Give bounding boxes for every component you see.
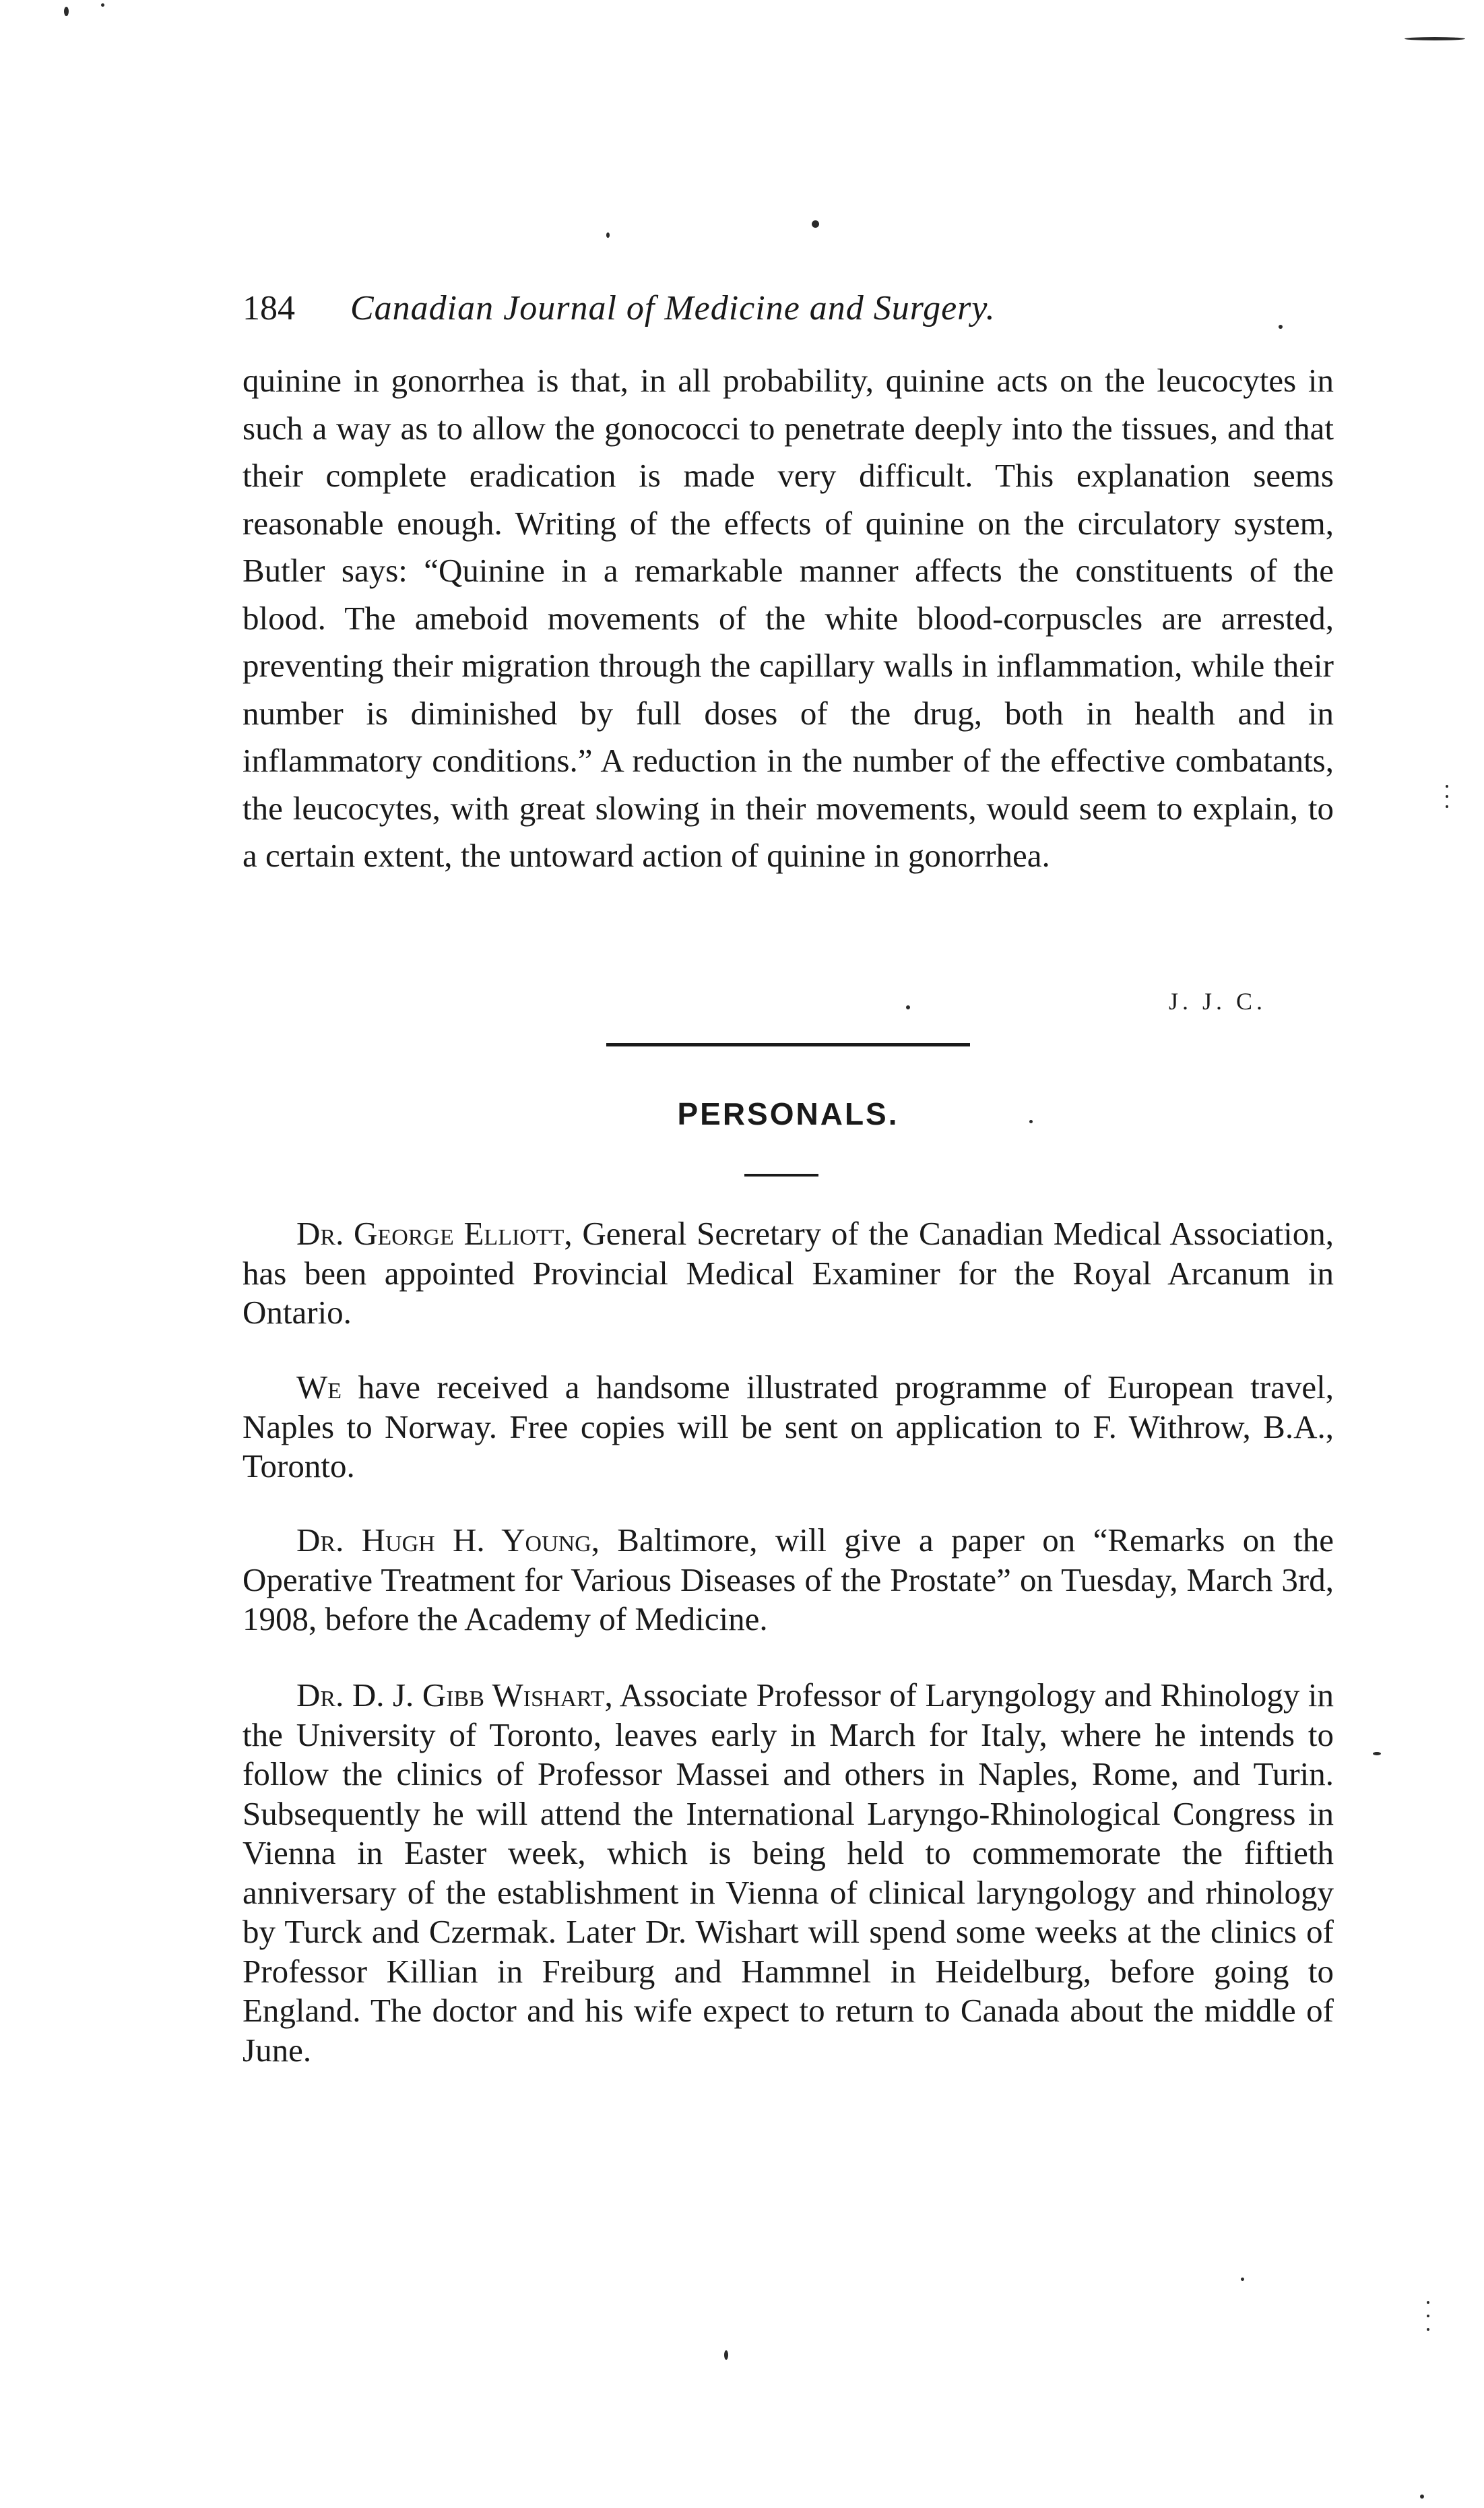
article-signature: J. J. C.	[1168, 988, 1266, 1015]
personal-item-lead: Dr. D. J. Gibb Wishart,	[296, 1676, 613, 1714]
section-divider	[606, 1043, 970, 1046]
journal-title: Canadian Journal of Medicine and Surgery.	[350, 289, 996, 327]
scan-speck	[64, 7, 69, 16]
scan-speck	[1420, 2495, 1424, 2499]
personal-item-lead: We	[296, 1369, 342, 1406]
scan-speck	[1405, 37, 1465, 40]
scan-speck	[1427, 2328, 1429, 2331]
section-heading: PERSONALS.	[677, 1096, 899, 1131]
personal-item-text: Baltimore, will give a paper on “Remarks on the Operative Treatment for Various Diseases of the Prostate” on Tuesday, March 3rd, 1908, before the Academy of Medicine.	[243, 1522, 1334, 1637]
personal-item-lead: Dr. George Elliott,	[296, 1215, 573, 1252]
personal-item	[243, 1521, 1334, 1639]
personal-item	[243, 1368, 1334, 1486]
heading-rule	[744, 1174, 818, 1177]
scan-speck	[101, 3, 104, 7]
personal-item	[243, 1214, 1334, 1333]
scan-speck	[1373, 1752, 1381, 1755]
scan-speck	[1427, 2301, 1429, 2304]
scan-speck	[1427, 2315, 1429, 2317]
article-conclusion-text: quinine in gonorrhea is that, in all probability, quinine acts on the leucocytes in such a way as to allow the gonococci to penetrate deeply into the tissues, and that their complete eradication is made very difficult. This explanation seems reasonable enough. Writing of the effects of quinine on the circulatory system, Butler says: “Quinine in a remarkable manner affects the constituents of the blood. The ameboid movements of the white blood-corpuscles are arrested, preventing their migration through the capillary walls in inflammation, while their number is diminished by full doses of the drug, both in health and in inflammatory conditions.” A reduction in the number of the effective combatants, the leucocytes, with great slowing in their movements, would seem to explain, to a certain extent, the untoward action of quinine in gonorrhea.	[243, 362, 1334, 874]
personal-item	[243, 1676, 1334, 2070]
personal-item-text: General Secretary of the Canadian Medical Association, has been appointed Provincial Medical Examiner for the Royal Arcanum in Ontario.	[243, 1215, 1334, 1331]
scan-speck	[906, 1005, 910, 1009]
scan-speck	[1446, 805, 1448, 808]
personal-item-text: Associate Professor of Laryngology and Rhinology in the University of Toronto, leaves early in March for Italy, where he intends to follow the clinics of Professor Massei and others in Naples, Rome, and Turin. Subsequently he will attend the International Laryngo-Rhinological Congress in Vienna in Easter week, which is being held to commemorate the fiftieth anniversary of the establishment in Vienna of clinical laryngology and rhinology by Turck and Czermak. Later Dr. Wishart will spend some weeks at the clinics of Professor Killian in Freiburg and Hammnel in Heidelburg, before going to England. The doctor and his wife expect to return to Canada about the middle of June.	[243, 1676, 1334, 2069]
scan-speck	[1446, 785, 1448, 788]
scan-speck	[1029, 1120, 1033, 1123]
scan-speck	[606, 232, 610, 238]
scan-speck	[812, 220, 819, 228]
scan-speck	[1279, 325, 1283, 329]
scan-speck	[724, 2350, 728, 2360]
scan-speck	[1241, 2278, 1244, 2281]
personal-item-text: have received a handsome illustrated programme of European travel, Naples to Norway. Free copies will be sent on application to F. Withrow, B.A., Toronto.	[243, 1369, 1334, 1484]
page-number: 184	[243, 289, 295, 327]
personal-item-lead: Dr. Hugh H. Young,	[296, 1522, 600, 1559]
running-head	[243, 288, 1219, 329]
scan-speck	[1446, 795, 1448, 798]
